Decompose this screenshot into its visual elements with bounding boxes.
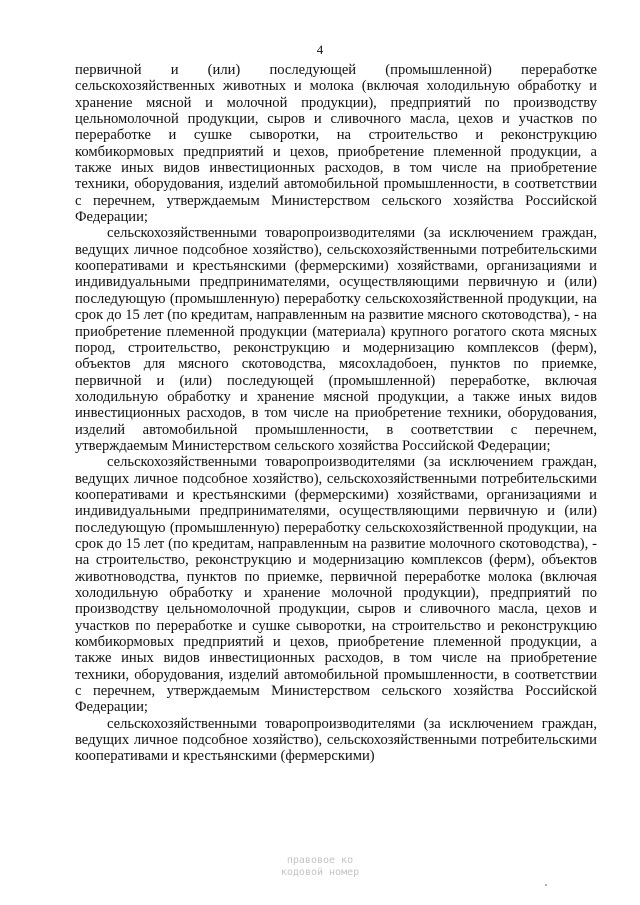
paragraph-continued: первичной и (или) последующей (промышленной) переработке сельскохозяйственных животных и молока (включая холодильную обработку и хранение мясной и молочной продукции), предприятий по производству цельномолочной продукции, сыров и сливочного масла, цехов и участков по переработке и сушке сыворотки, на строительство и реконструкцию комбикормовых предприятий и цехов, приобретение племенной продукции, а также иных видов инвестиционных расходов, в том числе на приобретение техники, оборудования, изделий автомобильной промышленности, в соответствии с перечнем, утверждаемым Министерством сельского хозяйства Российской Федерации; (75, 62, 597, 226)
document-body (75, 62, 597, 765)
stamp-line-2: кодовой номер (280, 867, 360, 878)
paragraph-continues: сельскохозяйственными товаропроизводителями (за исключением граждан, ведущих личное подсобное хозяйство), сельскохозяйственными потребительскими кооперативами и крестьянскими (фермерскими) (75, 715, 597, 765)
paragraph-dairy-cattle: сельскохозяйственными товаропроизводителями (за исключением граждан, ведущих личное подсобное хозяйство), сельскохозяйственными потребительскими кооперативами и крестьянскими (фермерскими) хозяйствами, организациями и индивидуальными предпринимателями, осуществляющими первичную и (или) последующую (промышленную) переработку сельскохозяйственной продукции, на срок до 15 лет (по кредитам, направленным на развитие молочного скотоводства), - на строительство, реконструкцию и модернизацию комплексов (ферм), объектов животноводства, пунктов по приемке, первичной переработке молока (включая холодильную обработку и хранение молочной продукции), предприятий по производству цельномолочной продукции, сыров и сливочного масла, цехов и участков по переработке и сушке сыворотки, на строительство и реконструкцию комбикормовых предприятий и цехов, приобретение племенной продукции, а также иных видов инвестиционных расходов, в том числе на приобретение техники, оборудования, изделий автомобильной промышленности, в соответствии с перечнем, утверждаемым Министерством сельского хозяйства Российской Федерации; (75, 454, 597, 716)
scan-speck (545, 884, 547, 886)
faint-registration-stamp (0, 855, 640, 879)
page-number: 4 (316, 42, 324, 57)
paragraph-meat-cattle: сельскохозяйственными товаропроизводителями (за исключением граждан, ведущих личное подсобное хозяйство), сельскохозяйственными потребительскими кооперативами и крестьянскими (фермерскими) хозяйствами, организациями и индивидуальными предпринимателями, осуществляющими первичную и (или) последующую (промышленную) переработку сельскохозяйственной продукции, на срок до 15 лет (по кредитам, направленным на развитие мясного скотоводства), - на приобретение племенной продукции (материала) крупного рогатого скота мясных пород, строительство, реконструкцию и модернизацию комплексов (ферм), объектов для мясного скотоводства, мясохладобоен, пунктов по приемке, первичной и (или) последующей (промышленной) переработке, включая холодильную обработку и хранение мясной продукции, а также иных видов инвестиционных расходов, в том числе на приобретение техники, оборудования, изделий автомобильной промышленности, в соответствии с перечнем, утверждаемым Министерством сельского хозяйства Российской Федерации; (75, 225, 597, 454)
stamp-line-1: правовое ко (286, 855, 354, 866)
